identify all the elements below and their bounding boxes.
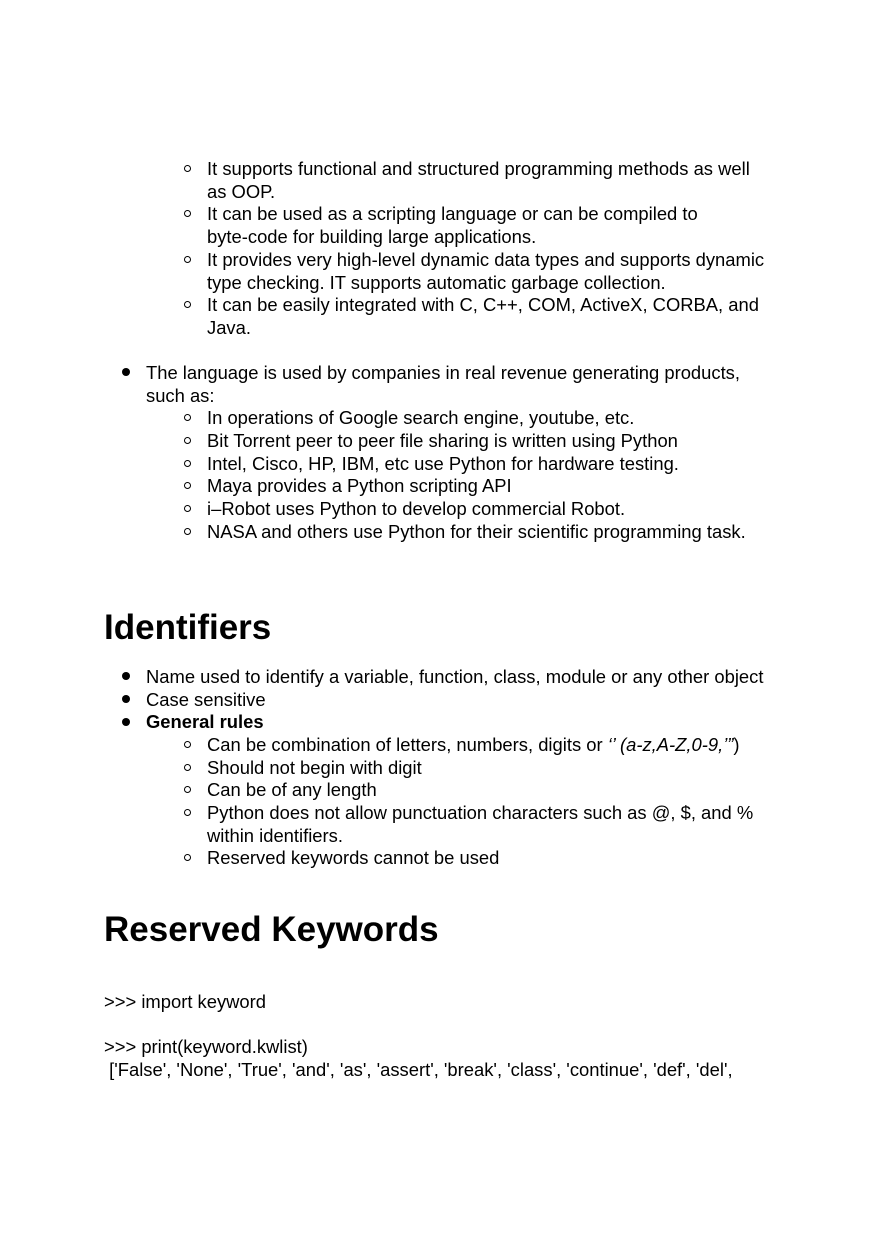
list-item: i–Robot uses Python to develop commercial Robot. [207, 498, 626, 519]
list-item: Python does not allow punctuation characters such as @, $, and % [207, 802, 754, 823]
general-rules-label: General rules [146, 711, 264, 732]
circle-bullet-icon [184, 854, 191, 861]
list-item: NASA and others use Python for their scientific programming task. [207, 521, 746, 542]
list-item-continuation: as OOP. [207, 181, 276, 202]
list-item: Name used to identify a variable, function, class, module or any other object [146, 666, 764, 687]
list-item: Bit Torrent peer to peer file sharing is written using Python [207, 430, 678, 451]
list-item-continuation: within identifiers. [207, 825, 343, 846]
rule-text-suffix: ) [733, 734, 740, 755]
disc-bullet-icon [122, 368, 130, 376]
circle-bullet-icon [184, 528, 191, 535]
list-item-continuation: type checking. IT supports automatic garbage collection. [207, 272, 666, 293]
circle-bullet-icon [184, 460, 191, 467]
reserved-keywords-heading: Reserved Keywords [104, 910, 439, 949]
code-line-output: ['False', 'None', 'True', 'and', 'as', 'assert', 'break', 'class', 'continue', 'def', 'del', [104, 1059, 733, 1080]
list-item: It can be used as a scripting language or can be compiled to [207, 203, 698, 224]
circle-bullet-icon [184, 437, 191, 444]
list-item: It can be easily integrated with C, C++, COM, ActiveX, CORBA, and [207, 294, 759, 315]
list-item: Can be of any length [207, 779, 377, 800]
list-item: It provides very high-level dynamic data types and supports dynamic [207, 249, 765, 270]
disc-bullet-icon [122, 695, 130, 703]
circle-bullet-icon [184, 301, 191, 308]
list-item: Reserved keywords cannot be used [207, 847, 500, 868]
identifiers-heading: Identifiers [104, 608, 272, 647]
circle-bullet-icon [184, 809, 191, 816]
code-line-print: >>> print(keyword.kwlist) [104, 1036, 308, 1057]
code-line-import: >>> import keyword [104, 991, 267, 1012]
list-item: It supports functional and structured programming methods as well [207, 158, 750, 179]
circle-bullet-icon [184, 210, 191, 217]
list-item: Should not begin with digit [207, 757, 422, 778]
list-item-continuation: Java. [207, 317, 251, 338]
disc-bullet-icon [122, 672, 130, 680]
list-item: Intel, Cisco, HP, IBM, etc use Python for hardware testing. [207, 453, 679, 474]
circle-bullet-icon [184, 482, 191, 489]
circle-bullet-icon [184, 165, 191, 172]
rule-text: Can be combination of letters, numbers, digits or [207, 734, 608, 755]
circle-bullet-icon [184, 764, 191, 771]
list-item: Case sensitive [146, 689, 266, 710]
circle-bullet-icon [184, 786, 191, 793]
circle-bullet-icon [184, 741, 191, 748]
list-item [207, 733, 740, 756]
companies-intro-continuation: such as: [146, 385, 215, 406]
circle-bullet-icon [184, 256, 191, 263]
list-item: In operations of Google search engine, youtube, etc. [207, 407, 635, 428]
rule-italic-text: ‘’ (a-z,A-Z,0-9,’” [607, 734, 734, 755]
circle-bullet-icon [184, 505, 191, 512]
list-item: Maya provides a Python scripting API [207, 475, 512, 496]
disc-bullet-icon [122, 718, 130, 726]
circle-bullet-icon [184, 414, 191, 421]
list-item-continuation: byte-code for building large applications. [207, 226, 537, 247]
companies-intro: The language is used by companies in real revenue generating products, [146, 362, 740, 383]
